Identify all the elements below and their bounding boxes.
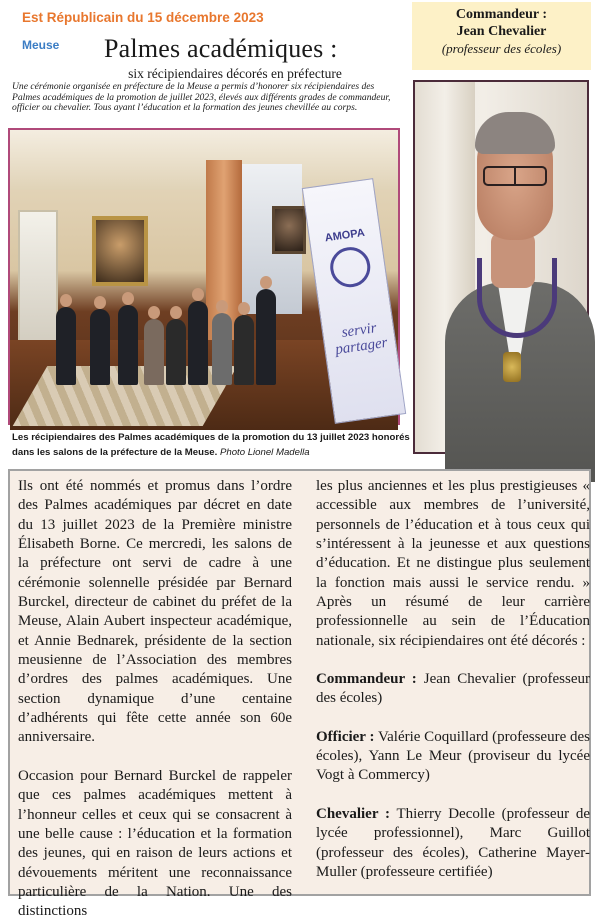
group-photo bbox=[8, 128, 400, 425]
photo-ceiling bbox=[10, 130, 398, 190]
rank-label: Chevalier : bbox=[316, 805, 390, 822]
article-body bbox=[8, 469, 591, 920]
photo-person bbox=[256, 289, 276, 385]
honoree-chevalier bbox=[316, 805, 590, 882]
wreath-icon bbox=[328, 245, 373, 290]
page-title: Palmes académiques : bbox=[104, 34, 338, 63]
honoree-list: Valérie Coquillard (professeure des écoles), Yann Le Meur (proviseur du lycée Vogt à Commercy) bbox=[316, 728, 590, 784]
page-subtitle: six récipiendaires décorés en préfecture bbox=[128, 66, 342, 81]
article-paragraph: Occasion pour Bernard Burckel de rappeler que ces palmes académiques mettent à l’honneur celles et ceux qui se consacrent à une belle cause : l’éducation et la formation des jeunes, qui en raison de leurs actions et dévouements méritent une reconnaissance particulière de la Nation. Une des distinctions bbox=[18, 767, 292, 920]
photo-person bbox=[188, 301, 208, 385]
section-tag: Meuse bbox=[22, 38, 60, 52]
badge-name: Jean Chevalier bbox=[456, 24, 547, 39]
photo-person bbox=[90, 309, 110, 385]
banner-motto: servir partager bbox=[334, 320, 389, 358]
article-column-right bbox=[316, 477, 590, 882]
rank-label: Officier : bbox=[316, 728, 375, 745]
article-paragraph: les plus anciennes et les plus prestigieuses « accessible aux membres de l’université, personnels de l’éducation et à tous ceux qui s’intéressent à la jeunesse et aux questions d’éducation. Et ne distingue plus seulement la fonction mais aussi le service rendu. » Après un résumé de leur carrière professionnelle au sein de l’Éducation nationale, six récipiendaires ont été décorés : bbox=[316, 478, 590, 649]
portrait-hair bbox=[475, 112, 555, 154]
photo-caption bbox=[12, 430, 412, 460]
caption-text: Les récipiendaires des Palmes académiques de la promotion du 13 juillet 2023 honorés dans les salons de la préfecture de la Meuse. bbox=[12, 432, 410, 458]
photo-person bbox=[166, 319, 186, 385]
photo-portrait-frame bbox=[272, 206, 306, 254]
honoree-officier bbox=[316, 728, 590, 786]
photo-door bbox=[18, 210, 58, 360]
badge-role: (professeur des écoles) bbox=[441, 41, 562, 56]
portrait-ribbon bbox=[477, 258, 557, 338]
medal-icon bbox=[503, 352, 521, 382]
banner-title: AMOPA bbox=[324, 226, 366, 245]
lede-paragraph: Une cérémonie organisée en préfecture de la Meuse a permis d’honorer six récipiendaires des Palmes académiques de la promotion de juillet 2023, élevés aux différents grades de commandeur, officier ou chevalier. Tous ayant l’éducation et la formation des jeunes chevillée au corps. bbox=[12, 81, 391, 114]
article-column-left bbox=[18, 477, 292, 922]
commandeur-badge bbox=[412, 2, 591, 70]
portrait-photo bbox=[413, 80, 589, 454]
photo-person bbox=[56, 307, 76, 385]
honoree-list: Thierry Decolle (professeur de lycée professionnel), Marc Guillot (professeur des écoles), Catherine Mayer-Muller (professeure certifiée) bbox=[316, 805, 590, 880]
article-paragraph: Ils ont été nommés et promus dans l’ordre des Palmes académiques par décret en date du 13 juillet 2023 de la Première ministre Élisabeth Borne. Ce mercredi, les salons de la préfecture ont servi de cadre à une cérémonie solennelle présidée par Bernard Burckel, directeur de cabinet du préfet de la Meuse, Alain Aubert inspecteur académique, et Annie Bednarek, présidente de la section meusienne de l’Association des membres d’ordres des palmes académiques. Une section dynamique d’une centaine d’adhérents qui fête cette année son 60e anniversaire. bbox=[18, 478, 292, 746]
photo-person bbox=[234, 315, 254, 385]
honoree-list: Jean Chevalier (professeur des écoles) bbox=[316, 671, 591, 707]
source-date: Est Républicain du 15 décembre 2023 bbox=[22, 10, 264, 25]
rank-label: Commandeur : bbox=[316, 671, 417, 688]
photo-person bbox=[144, 319, 164, 385]
honoree-commandeur bbox=[316, 670, 590, 709]
photo-credit: Photo Lionel Madella bbox=[219, 447, 310, 458]
photo-person bbox=[118, 305, 138, 385]
glasses-icon bbox=[483, 166, 547, 186]
badge-rank: Commandeur : bbox=[455, 7, 548, 22]
photo-person bbox=[212, 313, 232, 385]
photo-painting bbox=[92, 216, 148, 286]
